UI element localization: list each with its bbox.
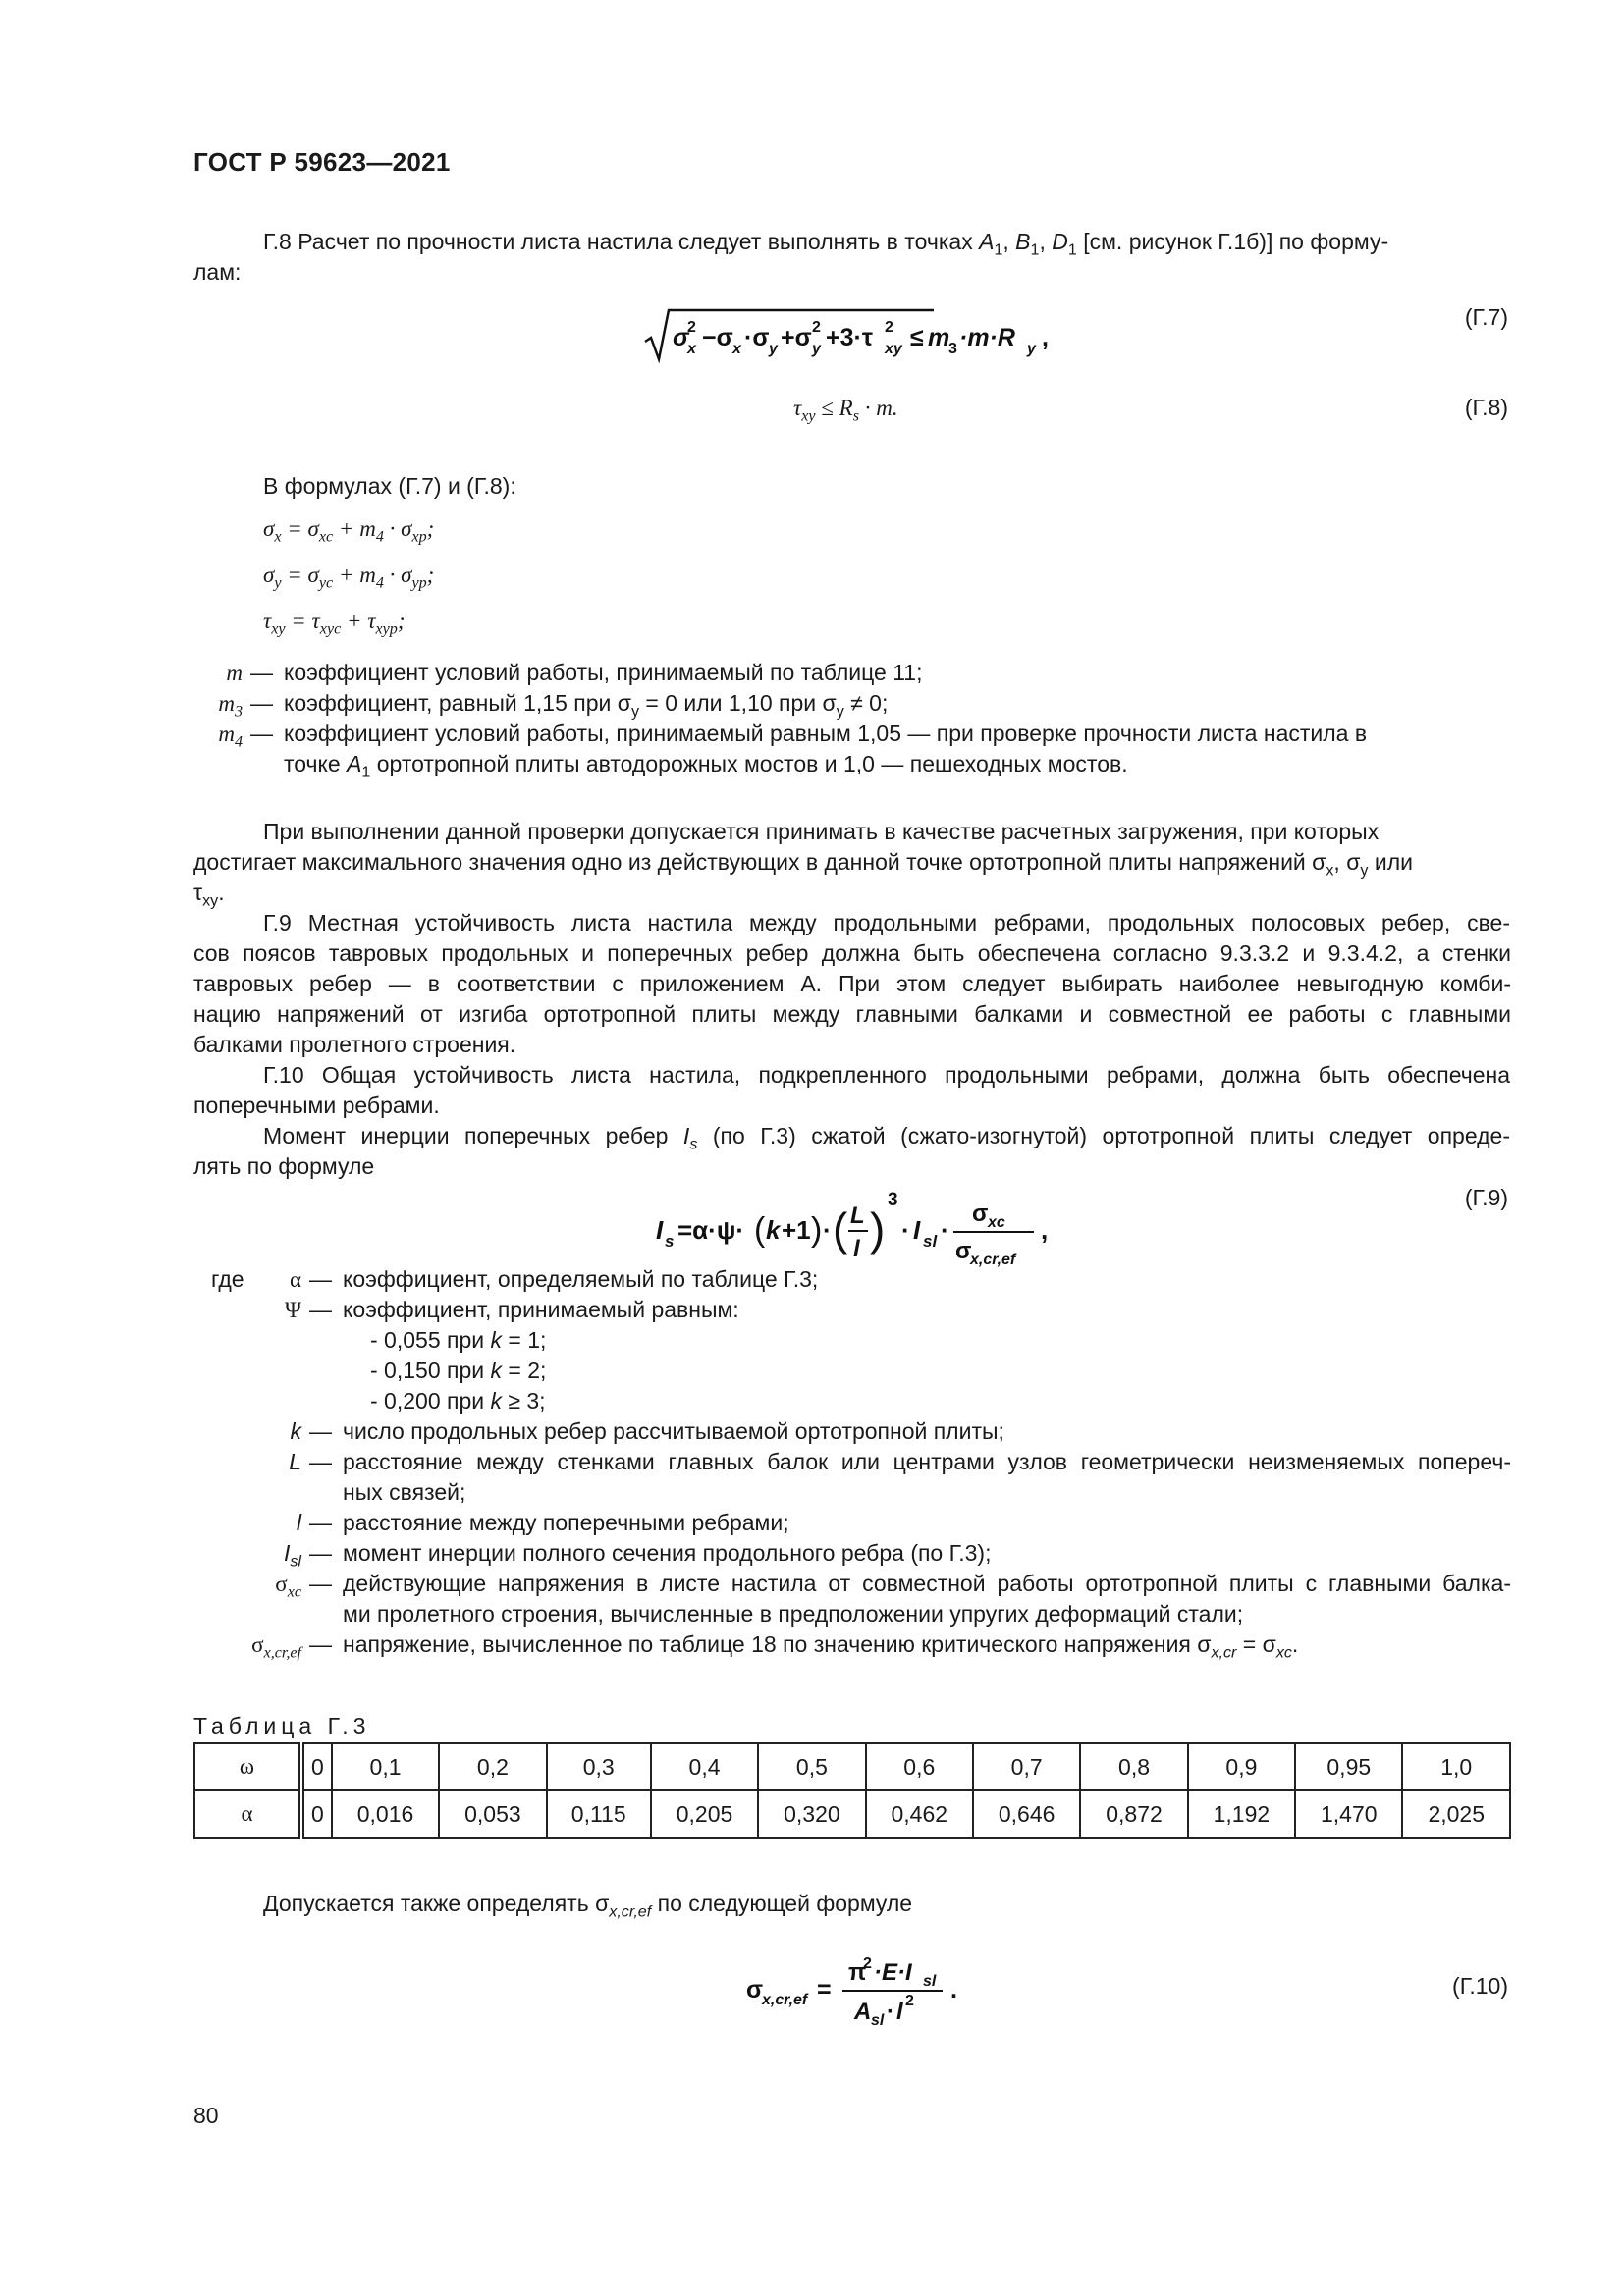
svg-text:+1: +1 (782, 1215, 811, 1245)
svg-text:,: , (1041, 1215, 1049, 1245)
svg-text:(: ( (754, 1211, 766, 1249)
def-text-m4-cont: точке $A_1$ ортотропной плиты автодорожных мостов и 1,0 — пешеходных мостов. (284, 751, 1128, 781)
svg-text:2: 2 (863, 1955, 872, 1972)
g9-line-2: сов поясов тавровых продольных и поперечных ребер должна быть обеспечена согласно 9.3.3.2 и 9.3.4.2, а стенки (193, 940, 1511, 966)
table-cell: 0,9 (1188, 1743, 1295, 1790)
svg-text:·: · (887, 1999, 894, 2025)
svg-text:·σ: ·σ (744, 324, 770, 351)
g9-line-4: нацию напряжений от изгиба ортотропной плиты между главными балками и совместной ее работы с главными (193, 1001, 1511, 1027)
eq-number-g10: (Г.10) (1452, 1973, 1508, 1999)
svg-text:sl: sl (871, 2012, 885, 2029)
in-formulas-label: В формулах (Г.7) и (Г.8): (263, 473, 516, 499)
formula-g7-svg (643, 304, 1075, 363)
def-sym-Isl: $I_{sl}$ (283, 1540, 301, 1571)
svg-text:·E·I: ·E·I (874, 1959, 912, 1986)
table-cell: 0,8 (1080, 1743, 1187, 1790)
para-check-1: При выполнении данной проверки допускается принимать в качестве расчетных загружения, при которых (263, 819, 1380, 844)
table-row-label: α (194, 1790, 301, 1838)
g10-definitions: где α — коэффициент, определяемый по таблице Г.3; Ψ — коэффициент, принимаемый равным: - 0,055 при k = 1; - 0,150 при k = 2; - 0,200 при k ≥ 3; k — число продольных ребер рассчитываемой ортотропной плиты; L — расстояние между стенками главных балок или центрами узлов геометрически неизменяемых попереч- ных связей; l — расстояние между поперечными ребрами; $I_{sl}$ — момент инерции полного сечения продольного ребра (по Г.3); $\sigma_{xc}$ — действующие напряжения в листе настила от совместной работы ортотропной плиты с главными балка- ми пролетного строения, вычисленные в предположении упругих деформаций стали; $\sigma_{x,cr,ef}$ — напряжение, вычисленное по таблице 18 по значению критического напряжения $\sigma_{x,cr} = \sigma_{xc}$. (193, 1264, 1511, 1696)
def-text-k: число продольных ребер рассчитываемой ортотропной плиты; (343, 1418, 1004, 1444)
svg-text:,: , (1042, 324, 1049, 351)
def-sym-psi: Ψ (285, 1298, 301, 1322)
svg-text:·: · (901, 1215, 910, 1245)
table-cell: 1,0 (1402, 1743, 1510, 1790)
def-sym-m3: $m_3$ (218, 691, 243, 721)
document-header: ГОСТ Р 59623—2021 (193, 147, 451, 177)
svg-text:x: x (687, 341, 696, 357)
table-cell: 0,1 (332, 1743, 439, 1790)
table-row-label: ω (194, 1743, 301, 1790)
g9-line-3: тавровых ребер — в соответствии с приложением А. При этом следует выбирать наиболее невыгодную комби- (193, 971, 1511, 996)
also-determine: Допускается также определять $\sigma_{x,cr,ef}$ по следующей формуле (263, 1891, 913, 1921)
g9-line-5: балками пролетного строения. (193, 1032, 516, 1057)
table-cell: 0,7 (973, 1743, 1080, 1790)
svg-text:xy: xy (885, 341, 902, 357)
svg-text:sl: sl (923, 1973, 937, 1990)
table-cell: 0,115 (547, 1790, 651, 1838)
table-cell: 0,6 (866, 1743, 973, 1790)
svg-text:(: ( (833, 1203, 848, 1255)
def-where-label: где (211, 1266, 244, 1292)
table-cell: 2,025 (1402, 1790, 1510, 1838)
svg-text:m: m (928, 324, 950, 351)
svg-text:y: y (812, 341, 821, 357)
svg-text:·: · (823, 1215, 832, 1245)
def-text-L: расстояние между стенками главных балок или центрами узлов геометрически неизменяемых попереч- (343, 1449, 1511, 1474)
def-sym-m4: $m_4$ (218, 721, 243, 751)
table-cell: 1,470 (1295, 1790, 1402, 1838)
def-sym-alpha: α (289, 1267, 301, 1292)
svg-text:≤: ≤ (910, 324, 924, 351)
table-row-omega (194, 1743, 1510, 1790)
formula-sigma-x: $\sigma_x = \sigma_{xc} + m_4 \cdot \sigma_{xp}$; (263, 516, 435, 546)
table-cell: 0,95 (1295, 1743, 1402, 1790)
svg-text:2: 2 (885, 319, 893, 336)
eq-number-g8: (Г.8) (1464, 395, 1508, 420)
svg-text:.: . (950, 1976, 957, 2003)
svg-text:y: y (1027, 341, 1036, 357)
para-check-2: достигает максимального значения одно из действующих в данной точке ортотропной плиты напряжений $\sigma_x$, $\sigma_y$ или (193, 849, 1413, 880)
g10-moment-2: лять по формуле (193, 1153, 375, 1179)
svg-text:s: s (665, 1232, 675, 1251)
psi-value-2: - 0,150 при k = 2; (370, 1358, 547, 1383)
table-cell: 0 (301, 1790, 332, 1838)
svg-text:x,cr,ef: x,cr,ef (970, 1252, 1016, 1268)
svg-text:): ) (870, 1203, 886, 1255)
def-text-sigma-xc: действующие напряжения в листе настила от совместной работы ортотропной плиты с главными балка- (343, 1571, 1511, 1596)
def-sym-L: L (289, 1449, 301, 1474)
def-text-sigma-xcref: напряжение, вычисленное по таблице 18 по значению критического напряжения $\sigma_{x,cr} = \sigma_{xc}$. (343, 1631, 1299, 1662)
svg-text:x,cr,ef: x,cr,ef (762, 1992, 808, 2008)
svg-text:2: 2 (905, 1993, 914, 2009)
eq-number-g9: (Г.9) (1464, 1185, 1508, 1210)
svg-text:−σ: −σ (702, 324, 733, 351)
formula-sigma-y: $\sigma_y = \sigma_{yc} + m_4 \cdot \sigma_{yp}$; (263, 562, 435, 592)
svg-text:σ: σ (972, 1201, 989, 1227)
svg-text:σ: σ (955, 1238, 972, 1264)
g8-intro-cont: лам: (193, 259, 242, 285)
table-cell: 0,872 (1080, 1790, 1187, 1838)
g8-definitions: m — коэффициент условий работы, принимаемый по таблице 11; $m_3$ — коэффициент, равный 1,15 при $\sigma_y = 0$ или 1,10 при $\sigma_y \ne 0$; $m_4$ — коэффициент условий работы, принимаемый равным 1,05 — при проверке прочности листа настила в точке $A_1$ ортотропной плиты автодорожных мостов и 1,0 — пешеходных мостов. (193, 658, 1511, 785)
table-cell: 0,462 (866, 1790, 973, 1838)
formula-g10 (746, 1949, 992, 2042)
def-text-L-cont: ных связей; (343, 1479, 466, 1505)
svg-text:I: I (913, 1215, 921, 1245)
psi-value-1: - 0,055 при k = 1; (370, 1327, 547, 1353)
svg-text:σ: σ (673, 324, 689, 351)
def-sym-sigma-xc: $\sigma_{xc}$ (275, 1572, 301, 1601)
svg-text:l: l (896, 1999, 903, 2025)
svg-text:2: 2 (812, 319, 821, 336)
svg-text:I: I (656, 1215, 664, 1245)
formula-g10-svg (746, 1949, 992, 2037)
def-text-alpha: коэффициент, определяемый по таблице Г.3; (343, 1266, 819, 1292)
table-cell: 0 (301, 1743, 332, 1790)
table-cell: 0,3 (547, 1743, 651, 1790)
para-check-3: $\tau_{xy}$. (193, 880, 225, 910)
g10-line-2: поперечными ребрами. (193, 1093, 440, 1118)
svg-text:3: 3 (948, 341, 957, 357)
table-cell: 1,192 (1188, 1790, 1295, 1838)
def-text-m3: коэффициент, равный 1,15 при $\sigma_y = 0$ или 1,10 при $\sigma_y \ne 0$; (284, 690, 889, 721)
g8-intro: Г.8 Расчет по прочности листа настила следует выполнять в точках $A_1$, $B_1$, $D_1$ [см. рисунок Г.1б)] по форму- (263, 229, 1389, 259)
svg-text:σ: σ (746, 1976, 764, 2003)
formula-g7 (643, 304, 1075, 359)
svg-text:2: 2 (687, 319, 696, 336)
svg-text:=: = (817, 1976, 832, 2003)
def-sym-l: l (296, 1510, 301, 1535)
svg-text:x: x (732, 341, 741, 357)
svg-text:A: A (854, 1999, 872, 2025)
formula-g8: $\tau_{xy} \le R_s \cdot m$. (793, 396, 898, 425)
psi-value-3: - 0,200 при k ≥ 3; (370, 1388, 546, 1414)
table-g3 (193, 1742, 1511, 1839)
table-cell: 0,320 (758, 1790, 865, 1838)
svg-text:π: π (848, 1959, 867, 1986)
def-sym-m: m (226, 661, 243, 685)
table-cell: 0,2 (439, 1743, 546, 1790)
def-text-m4: коэффициент условий работы, принимаемый равным 1,05 — при проверке прочности листа настила в (284, 721, 1368, 746)
table-cell: 0,205 (651, 1790, 758, 1838)
page-number: 80 (193, 2103, 219, 2128)
table-cell: 0,646 (973, 1790, 1080, 1838)
table-row-alpha (194, 1790, 1510, 1838)
svg-text:): ) (811, 1211, 823, 1249)
svg-text:k: k (766, 1215, 781, 1245)
svg-text:·m·R: ·m·R (959, 324, 1015, 351)
def-text-sigma-xc-cont: ми пролетного строения, вычисленные в предположении упругих деформаций стали; (343, 1601, 1244, 1627)
svg-text:L: L (850, 1202, 865, 1229)
svg-text:3: 3 (888, 1190, 898, 1210)
def-text-m: коэффициент условий работы, принимаемый по таблице 11; (284, 660, 923, 685)
formula-tau-xy: $\tau_{xy} = \tau_{xyc} + \tau_{xyp}$; (263, 609, 406, 638)
def-text-psi: коэффициент, принимаемый равным: (343, 1297, 739, 1322)
def-text-Isl: момент инерции полного сечения продольного ребра (по Г.3); (343, 1540, 992, 1566)
svg-text:l: l (853, 1236, 860, 1262)
g10-moment-1: Момент инерции поперечных ребер $I_s$ (по Г.3) сжатой (сжато-изогнутой) ортотропной плиты следует опреде- (263, 1123, 1510, 1153)
svg-text:·: · (941, 1215, 949, 1245)
svg-text:+σ: +σ (781, 324, 812, 351)
def-sym-sigma-xcref: $\sigma_{x,cr,ef}$ (251, 1632, 301, 1662)
g10-line-1: Г.10 Общая устойчивость листа настила, подкрепленного продольными ребрами, должна быть обеспечена (263, 1062, 1510, 1088)
def-text-l: расстояние между поперечными ребрами; (343, 1510, 789, 1535)
table-cell: 0,053 (439, 1790, 546, 1838)
svg-text:+3·τ: +3·τ (826, 324, 873, 351)
table-cell: 0,016 (332, 1790, 439, 1838)
def-sym-k: k (290, 1418, 301, 1444)
svg-text:sl: sl (923, 1232, 938, 1251)
svg-text:y: y (769, 341, 778, 357)
table-caption: Таблица Г.3 (193, 1713, 371, 1738)
table-cell: 0,5 (758, 1743, 865, 1790)
eq-number-g7: (Г.7) (1464, 304, 1508, 330)
g9-line-1: Г.9 Местная устойчивость листа настила между продольными ребрами, продольных полосовых ребер, све- (263, 910, 1510, 935)
svg-text:xc: xc (988, 1214, 1005, 1231)
svg-text:=α·ψ·: =α·ψ· (677, 1215, 745, 1245)
table-cell: 0,4 (651, 1743, 758, 1790)
